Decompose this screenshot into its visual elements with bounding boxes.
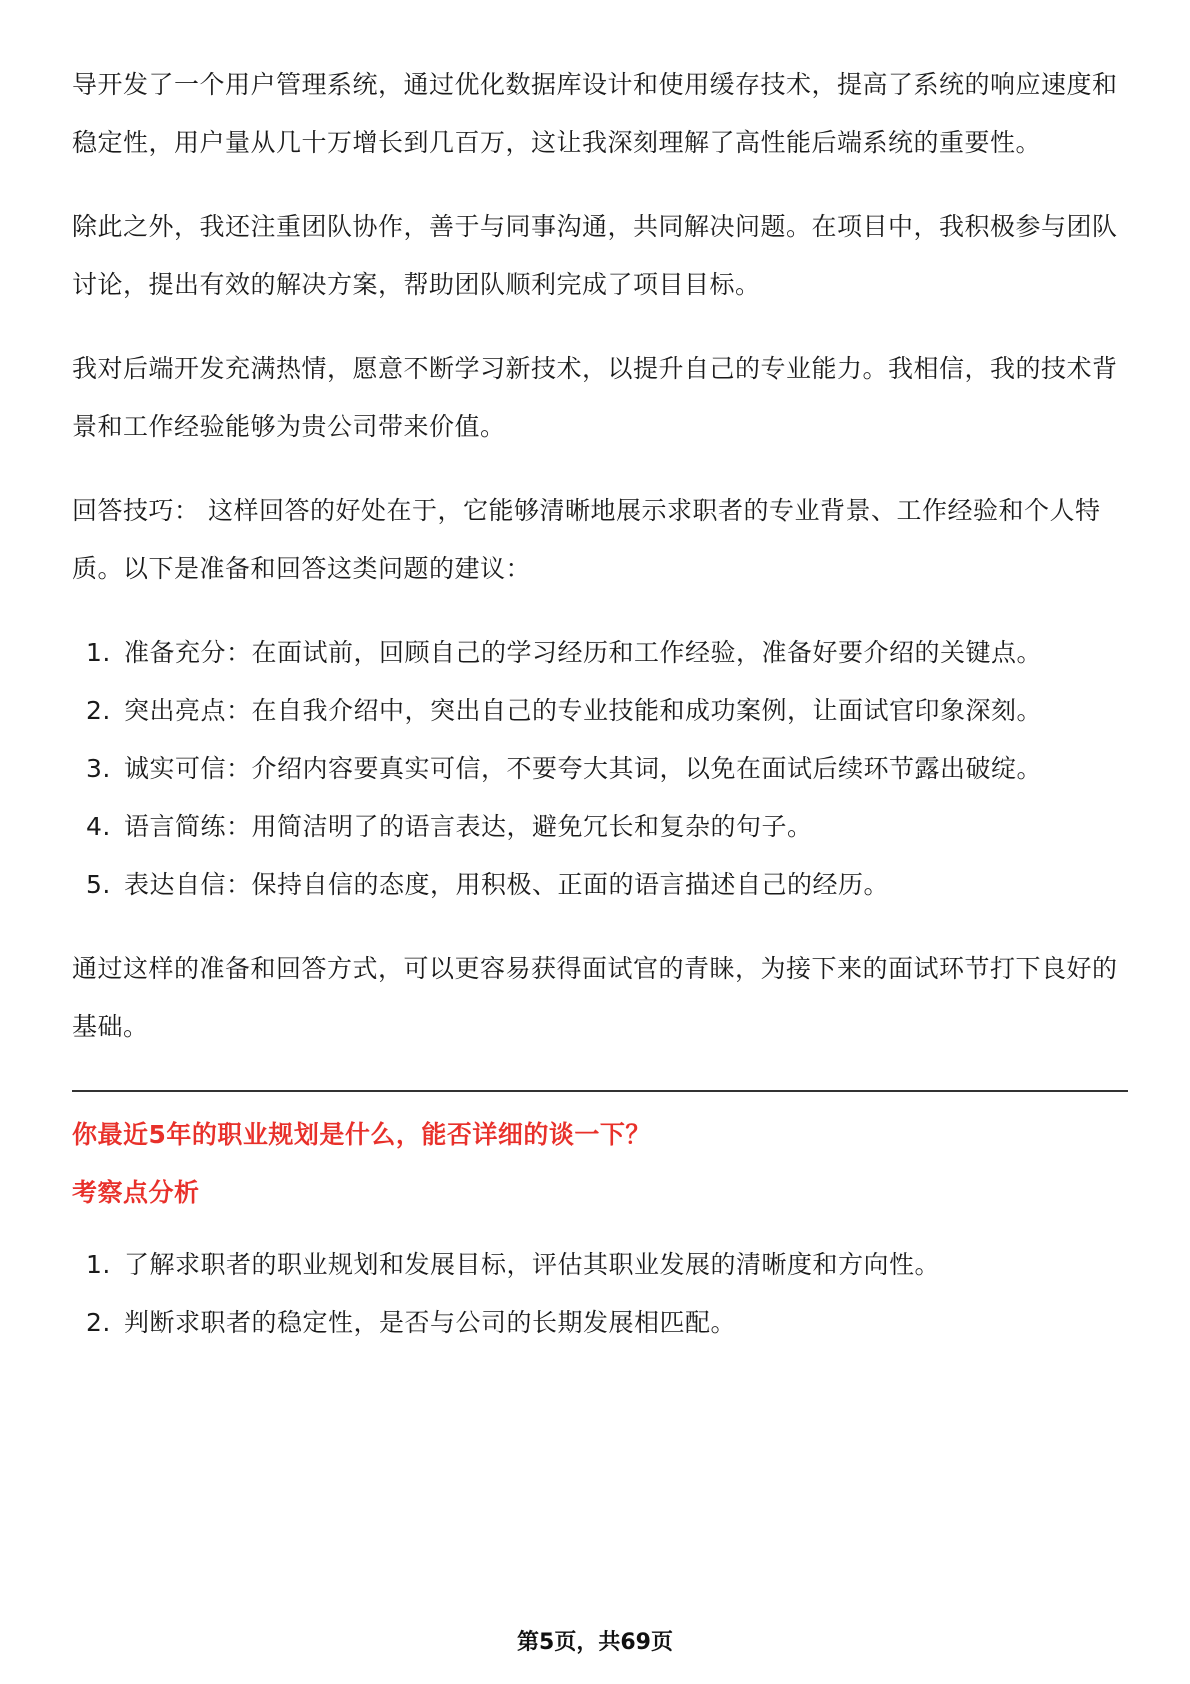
paragraph-intro: 导开发了一个用户管理系统，通过优化数据库设计和使用缓存技术，提高了系统的响应速度和稳定性，用户量从几十万增长到几百万，这让我深刻理解了高性能后端系统的重要性。 xyxy=(72,70,1118,157)
list-item xyxy=(72,856,1128,914)
analysis-list xyxy=(72,1236,1128,1352)
paragraph-passion: 我对后端开发充满热情，愿意不断学习新技术，以提升自己的专业能力。我相信，我的技术背景和工作经验能够为贵公司带来价值。 xyxy=(72,354,1118,441)
paragraph-answer-tips: 回答技巧： 这样回答的好处在于，它能够清晰地展示求职者的专业背景、工作经验和个人特质。以下是准备和回答这类问题的建议： xyxy=(72,496,1101,583)
list-text: 诚实可信：介绍内容要真实可信，不要夸大其词，以免在面试后续环节露出破绽。 xyxy=(124,754,1043,783)
list-text: 表达自信：保持自信的态度，用积极、正面的语言描述自己的经历。 xyxy=(124,870,890,899)
list-item xyxy=(72,682,1128,740)
interview-question: 你最近5年的职业规划是什么，能否详细的谈一下？ xyxy=(72,1120,651,1149)
list-number: 5. xyxy=(86,870,111,899)
section-divider xyxy=(72,1090,1128,1092)
list-item xyxy=(72,798,1128,856)
tips-list xyxy=(72,624,1128,914)
list-number: 1. xyxy=(86,638,111,667)
list-item xyxy=(72,740,1128,798)
list-number: 1. xyxy=(86,1250,111,1279)
document-page xyxy=(72,56,1128,1378)
paragraph-closing: 通过这样的准备和回答方式，可以更容易获得面试官的青睐，为接下来的面试环节打下良好的基础。 xyxy=(72,954,1118,1041)
list-item xyxy=(72,624,1128,682)
list-item xyxy=(72,1236,1128,1294)
list-item xyxy=(72,1294,1128,1352)
list-text: 语言简练：用简洁明了的语言表达，避免冗长和复杂的句子。 xyxy=(124,812,813,841)
list-number: 3. xyxy=(86,754,111,783)
list-text: 突出亮点：在自我介绍中，突出自己的专业技能和成功案例，让面试官印象深刻。 xyxy=(124,696,1043,725)
analysis-heading: 考察点分析 xyxy=(72,1178,200,1207)
list-text: 了解求职者的职业规划和发展目标，评估其职业发展的清晰度和方向性。 xyxy=(124,1250,941,1279)
list-text: 准备充分：在面试前，回顾自己的学习经历和工作经验，准备好要介绍的关键点。 xyxy=(124,638,1043,667)
list-text: 判断求职者的稳定性，是否与公司的长期发展相匹配。 xyxy=(124,1308,737,1337)
paragraph-teamwork: 除此之外，我还注重团队协作，善于与同事沟通，共同解决问题。在项目中，我积极参与团队讨论，提出有效的解决方案，帮助团队顺利完成了项目目标。 xyxy=(72,212,1118,299)
page-footer: 第5页，共69页 xyxy=(517,1630,673,1655)
list-number: 2. xyxy=(86,696,111,725)
list-number: 2. xyxy=(86,1308,111,1337)
list-number: 4. xyxy=(86,812,111,841)
